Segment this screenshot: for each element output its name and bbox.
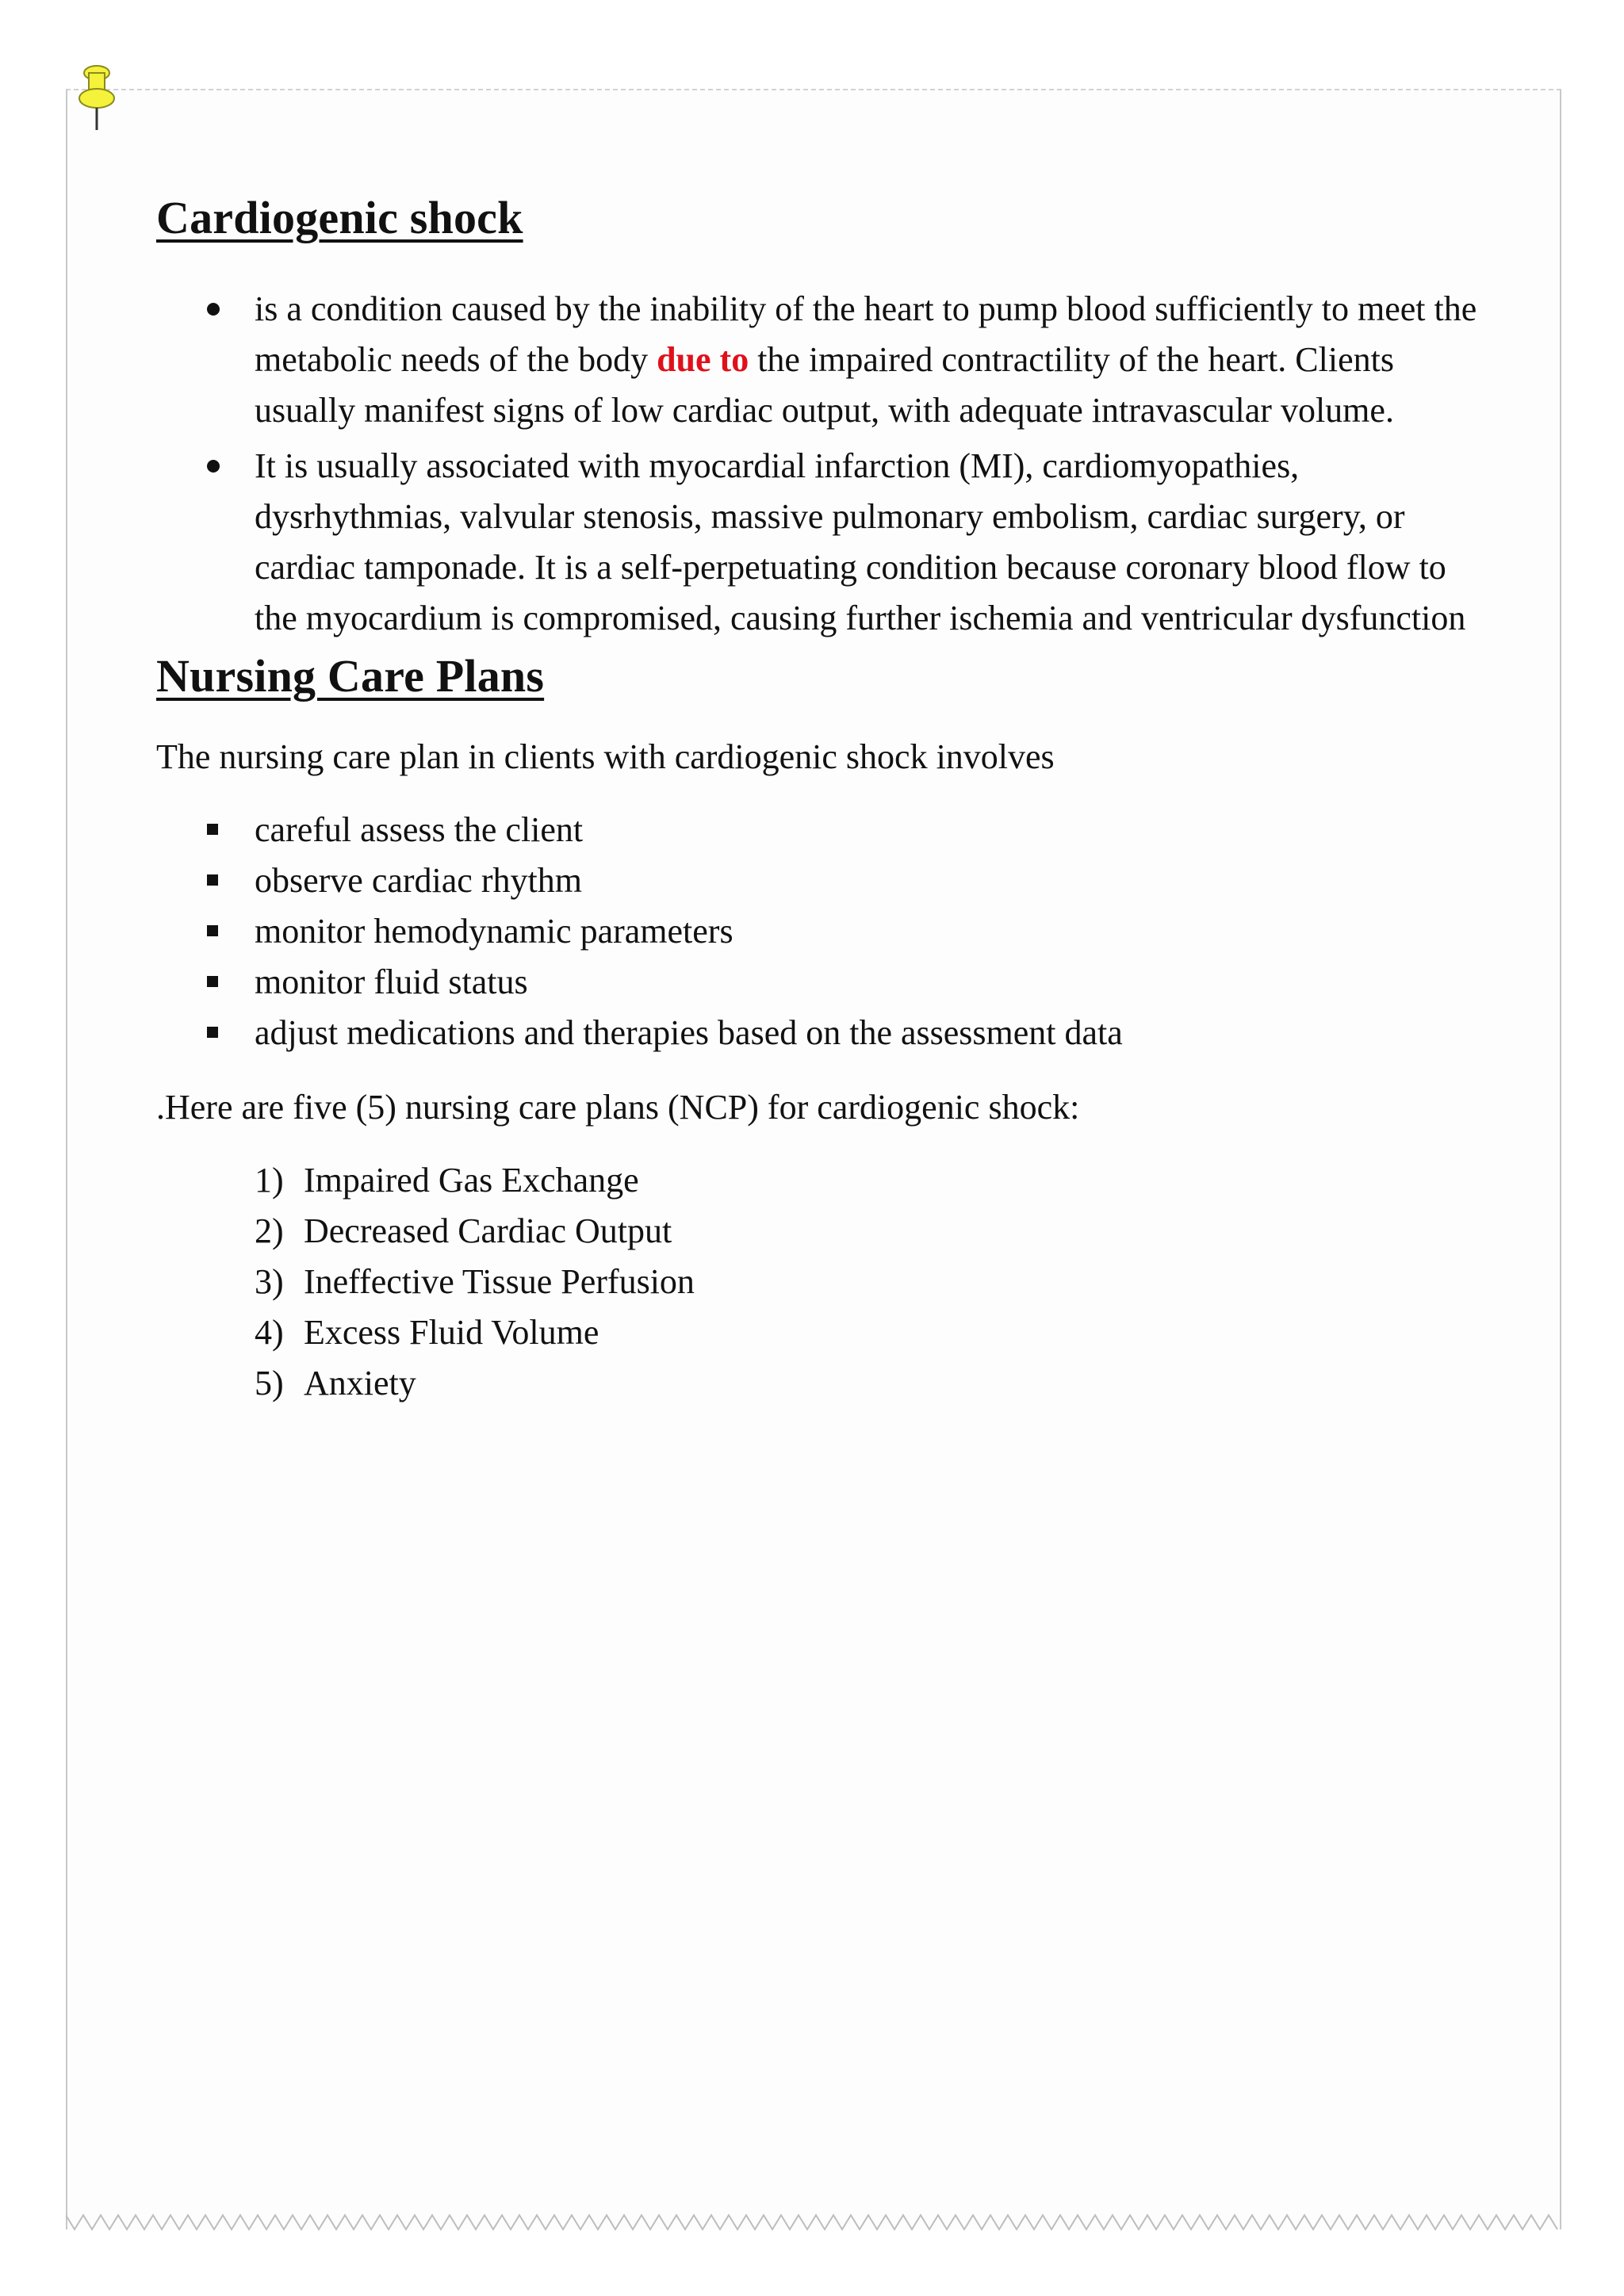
list-item-text: adjust medications and therapies based on the assessment data (255, 1013, 1123, 1053)
section-title-nursing-care-plans: Nursing Care Plans (156, 649, 545, 702)
list-number: 4) (255, 1313, 284, 1353)
list-number: 1) (255, 1161, 284, 1200)
bullet-text-start: is a condition caused by the inability of the heart to pump blood sufficiently to meet the metabolic needs of the body (255, 289, 1477, 379)
list-item (156, 1206, 1488, 1257)
square-bullet-icon (207, 824, 218, 835)
list-item (156, 1008, 1488, 1058)
nursing-plans-list (156, 1155, 1488, 1409)
list-item (156, 1307, 1488, 1358)
care-activities-list (156, 805, 1488, 1058)
pushpin-icon (73, 62, 121, 133)
list-item-text: Decreased Cardiac Output (304, 1211, 672, 1251)
list-number: 2) (255, 1211, 284, 1251)
bullet-dot-icon (207, 303, 220, 316)
definition-list (156, 284, 1488, 644)
plans-lead-paragraph: .Here are five (5) nursing care plans (NCP) for cardiogenic shock: (156, 1088, 1080, 1127)
list-item (156, 1155, 1488, 1206)
highlight-text: due to (657, 339, 749, 379)
list-item (156, 1257, 1488, 1307)
square-bullet-icon (207, 874, 218, 886)
list-item-text: observe cardiac rhythm (255, 861, 582, 901)
list-item (156, 1358, 1488, 1409)
bullet-text-end: the impaired contractility of the heart. Clients usually manifest signs of low cardiac output, with adequate intravascular volume. (255, 339, 1394, 430)
document-body (156, 190, 1488, 1409)
list-item (156, 855, 1488, 906)
list-number: 5) (255, 1364, 284, 1403)
list-item (156, 906, 1488, 957)
list-item-text: Excess Fluid Volume (304, 1313, 599, 1353)
square-bullet-icon (207, 976, 218, 987)
list-item-text: monitor hemodynamic parameters (255, 912, 733, 951)
list-item (156, 284, 1488, 436)
square-bullet-icon (207, 925, 218, 936)
list-item (156, 957, 1488, 1008)
bullet-dot-icon (207, 460, 220, 473)
section-title-cardiogenic-shock: Cardiogenic shock (156, 192, 523, 243)
list-item-text: monitor fluid status (255, 962, 528, 1002)
list-item-text: Anxiety (304, 1364, 416, 1403)
torn-edge (66, 2212, 1561, 2236)
list-item-text: careful assess the client (255, 810, 584, 850)
list-item (156, 805, 1488, 855)
bullet-text: It is usually associated with myocardial infarction (MI), cardiomyopathies, dysrhythmias, valvular stenosis, massive pulmonary embolism, cardiac surgery, or cardiac tamponade. It is a self-perpetuating condition because coronary blood flow to the myocardium is compromised, causing further ischemia and ventricular dysfunction (255, 446, 1466, 637)
list-item-text: Ineffective Tissue Perfusion (304, 1262, 695, 1302)
list-item (156, 441, 1488, 644)
list-number: 3) (255, 1262, 284, 1302)
intro-paragraph: The nursing care plan in clients with cardiogenic shock involves (156, 737, 1055, 777)
list-item-text: Impaired Gas Exchange (304, 1161, 639, 1200)
square-bullet-icon (207, 1027, 218, 1038)
